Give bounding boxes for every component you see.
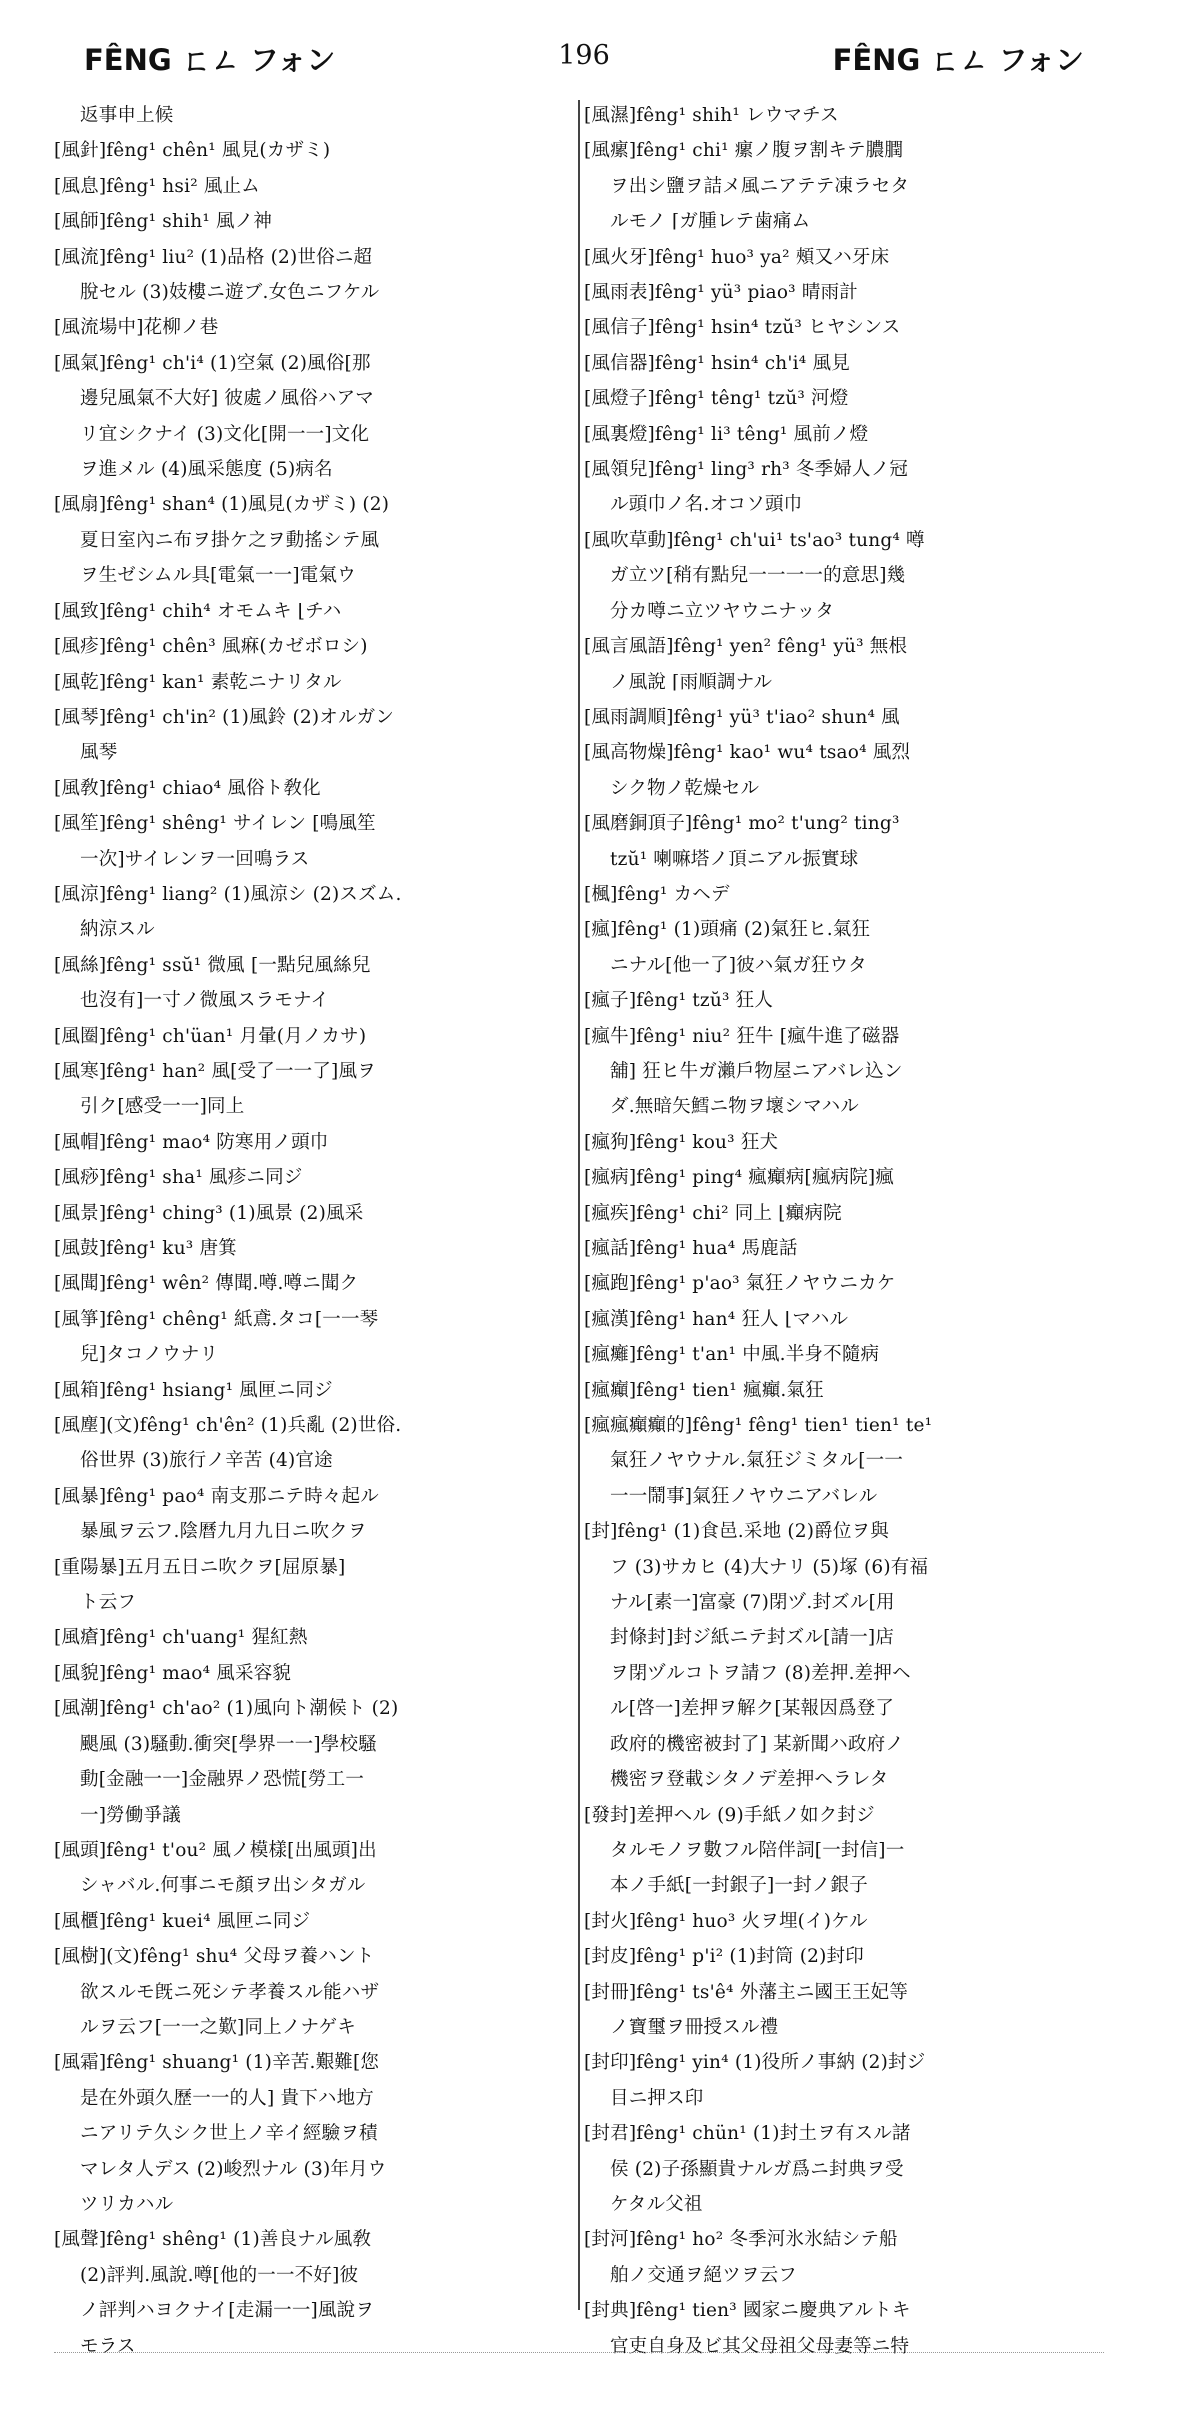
dictionary-entry-line: [風致]fêng¹ chih⁴ オモムキ ⌊チハ [54,600,342,622]
dictionary-entry-line: [風霜]fêng¹ shuang¹ (1)辛苦.艱難[您 [54,2052,380,2074]
dictionary-continuation-line: 本ノ手紙[一封銀子]一封ノ銀子 [610,1875,868,1897]
dictionary-entry-line: [風鼓]fêng¹ ku³ 唐箕 [54,1238,237,1259]
dictionary-continuation-line: ル[啓一]差押ヲ解ク[某報因爲登了 [610,1698,895,1720]
dictionary-continuation-line: ヲ閉ヅルコトヲ請フ (8)差押.差押ヘ [610,1662,911,1684]
dictionary-entry-line: [封皮]fêng¹ p'i² (1)封筒 (2)封印 [584,1946,864,1968]
dictionary-entry-line: [風景]fêng¹ ching³ (1)風景 (2)風采 [54,1202,364,1224]
dictionary-entry-line: [風信器]fêng¹ hsin⁴ ch'i⁴ 風見 [584,352,850,374]
dictionary-entry-line: [瘋話]fêng¹ hua⁴ 馬鹿話 [584,1238,798,1259]
dictionary-continuation-line: ダ.無暗矢鱈ニ物ヲ壞シマハル [610,1096,859,1118]
dictionary-continuation-line: (2)評判.風說.噂[他的一一不好]彼 [80,2264,359,2286]
dictionary-continuation-line: 動[金融一一]金融界ノ恐慌[勞工一 [80,1769,365,1791]
dictionary-continuation-line: 一次]サイレンヲ一回鳴ラス [80,848,310,870]
dictionary-continuation-line: 夏日室內ニ布ヲ掛ケ之ヲ動搖シテ風 [80,529,380,551]
dictionary-continuation-line: ル頭巾ノ名.オコソ頭巾 [610,494,803,516]
dictionary-entry-line: [風高物燥]fêng¹ kao¹ wu⁴ tsao⁴ 風烈 [584,742,911,764]
dictionary-entry-line: [風氣]fêng¹ ch'i⁴ (1)空氣 (2)風俗[那 [54,352,371,374]
dictionary-continuation-line: ナル[素一]富豪 (7)閉ヅ.封ズル[用 [610,1592,895,1614]
dictionary-entry-line: [瘋瘋癲癲的]fêng¹ fêng¹ tien¹ tien¹ te¹ [584,1415,933,1437]
dictionary-continuation-line: ヲ進メル (4)風采態度 (5)病名 [80,459,333,481]
dictionary-continuation-line: ニナル[他一了]彼ハ氣ガ狂ウタ [610,954,867,976]
dictionary-entry-line: [風樹](文)fêng¹ shu⁴ 父母ヲ養ハント [54,1946,375,1968]
dictionary-continuation-line: ルヲ云フ[一一之歎]同上ノナゲキ [80,2016,356,2038]
dictionary-entry-line: [楓]fêng¹ カヘデ [584,883,730,905]
dictionary-entry-line: [瘋疾]fêng¹ chi² 同上 ⌊癲病院 [584,1202,842,1224]
dictionary-continuation-line: ケタル父祖 [610,2193,703,2215]
dictionary-entry-line: [瘋]fêng¹ (1)頭痛 (2)氣狂ヒ.氣狂 [584,919,871,941]
dictionary-entry-line: [風信子]fêng¹ hsin⁴ tzŭ³ ヒヤシンス [584,317,901,339]
dictionary-continuation-line: 目ニ押ス印 [610,2087,704,2109]
dictionary-entry-line: [風潮]fêng¹ ch'ao² (1)風向ト潮候ト (2) [54,1698,399,1720]
dictionary-continuation-line: 機密ヲ登載シタノデ差押ヘラレタ [610,1769,889,1791]
dictionary-entry-line: [風瘰]fêng¹ chi¹ 瘰ノ腹ヲ割キテ膿膶 [584,140,904,162]
dictionary-entry-line: [風流場中]花柳ノ巷 [54,317,219,339]
dictionary-continuation-line: マレタ人デス (2)峻烈ナル (3)年月ウ [80,2158,387,2180]
dictionary-continuation-line: 暴風ヲ云フ.陰曆九月九日ニ吹クヲ [80,1521,367,1543]
dictionary-entry-line: [風言風語]fêng¹ yen² fêng¹ yü³ 無根 [584,636,908,658]
column-divider [578,100,580,2310]
dictionary-entry-line: [瘋子]fêng¹ tzŭ³ 狂人 [584,990,774,1012]
dictionary-continuation-line: ガ立ツ[稍有點兒一一一一的意思]幾 [610,565,906,587]
dictionary-entry-line: [風裏燈]fêng¹ li³ têng¹ 風前ノ燈 [584,423,869,445]
dictionary-entry-line: [封典]fêng¹ tien³ 國家ニ慶典アルトキ [584,2300,911,2322]
dictionary-continuation-line: 一]勞働爭議 [80,1804,181,1826]
dictionary-continuation-line: ノ寶璽ヲ冊授スル禮 [610,2016,779,2038]
dictionary-entry-line: [封河]fêng¹ ho² 冬季河氷氷結シテ船 [584,2229,898,2251]
dictionary-entry-line: [風痧]fêng¹ sha¹ 風疹ニ同ジ [54,1167,303,1189]
dictionary-entry-line: [風箏]fêng¹ chêng¹ 紙鳶.タコ[一一琴 [54,1308,379,1330]
dictionary-entry-line: [風流]fêng¹ liu² (1)品格 (2)世俗ニ超 [54,246,373,268]
dictionary-continuation-line: ツリカハル [80,2193,174,2215]
dictionary-continuation-line: ト云フ [80,1592,137,1614]
dictionary-entry-line: [風敎]fêng¹ chiao⁴ 風俗ト敎化 [54,777,321,799]
running-head-left: FÊNG ㄈㄥ フォン [84,43,336,77]
dictionary-entry-line: [風火牙]fêng¹ huo³ ya² 頰又ハ牙床 [584,246,890,268]
dictionary-entry-line: [風絲]fêng¹ ssŭ¹ 微風 [一點兒風絲兒 [54,954,371,976]
dictionary-continuation-line: 官吏自身及ビ其父母祖父母妻等ニ特 [610,2335,910,2357]
dictionary-entry-line: [風笙]fêng¹ shêng¹ サイレン [鳴風笙 [54,813,376,835]
dictionary-continuation-line: 舶ノ交通ヲ絕ツヲ云フ [610,2264,798,2286]
dictionary-continuation-line: 欲スルモ旣ニ死シテ孝養スル能ハザ [80,1981,380,2003]
dictionary-entry-line: [風琴]fêng¹ ch'in² (1)風鈴 (2)オルガン [54,706,395,728]
dictionary-continuation-line: 颶風 (3)騷動.衝突[學界一一]學校騷 [80,1733,377,1755]
dictionary-entry-line: [風暴]fêng¹ pao⁴ 南支那ニテ時々起ル [54,1485,379,1507]
dictionary-entry-line: [風磨銅頂子]fêng¹ mo² t'ung² ting³ [584,813,900,835]
dictionary-entry-line: [發封]差押ヘル (9)手紙ノ如ク封ジ [584,1804,875,1826]
dictionary-entry-line: [風領兒]fêng¹ ling³ rh³ 冬季婦人ノ冠 [584,459,909,481]
dictionary-entry-line: [瘋牛]fêng¹ niu² 狂牛 [瘋牛進了磁器 [584,1025,900,1047]
running-head-right: FÊNG ㄈㄥ フォン [832,43,1084,77]
dictionary-entry-line: [瘋癱]fêng¹ t'an¹ 中風.半身不隨病 [584,1344,880,1366]
dictionary-continuation-line: 封條封]封ジ紙ニテ封ズル[請一]店 [610,1627,895,1649]
dictionary-continuation-line: タルモノヲ數フル陪伴詞[一封信]一 [610,1839,905,1861]
dictionary-entry-line: [風濕]fêng¹ shih¹ レウマチス [584,105,839,126]
dictionary-entry-line: [封]fêng¹ (1)食邑.采地 (2)爵位ヲ與 [584,1521,889,1543]
dictionary-continuation-line: 脫セル (3)妓樓ニ遊ブ.女色ニフケル [80,282,380,304]
dictionary-continuation-line: 分カ噂ニ立ツヤウニナッタ [610,600,835,622]
dictionary-entry-line: [風貌]fêng¹ mao⁴ 風采容貌 [54,1662,292,1684]
dictionary-continuation-line: 是在外頭久歷一一的人] 貴下ハ地方 [80,2087,374,2109]
left-column [54,98,574,2357]
dictionary-entry-line: [風扇]fêng¹ shan⁴ (1)風見(カザミ) (2) [54,494,390,516]
dictionary-entry-line: [風針]fêng¹ chên¹ 風見(カザミ) [54,140,331,162]
dictionary-continuation-line: 政府的機密被封了] 某新聞ハ政府ノ [610,1733,904,1755]
dictionary-entry-line: [風櫃]fêng¹ kuei⁴ 風匣ニ同ジ [54,1910,311,1932]
dictionary-entry-line: [瘋狗]fêng¹ kou³ 狂犬 [584,1131,779,1153]
dictionary-continuation-line: フ (3)サカヒ (4)大ナリ (5)塚 (6)有福 [610,1556,929,1578]
dictionary-entry-line: [風息]fêng¹ hsi² 風止ム [54,175,261,197]
dictionary-entry-line: [風寒]fêng¹ han² 風[受了一一了]風ヲ [54,1060,376,1082]
dictionary-entry-line: [風涼]fêng¹ liang² (1)風涼シ (2)スズム. [54,883,402,905]
dictionary-entry-line: [重陽暴]五月五日ニ吹クヲ[屈原暴] [54,1556,346,1578]
dictionary-continuation-line: シク物ノ乾燥セル [610,777,760,799]
dictionary-entry-line: [瘋跑]fêng¹ p'ao³ 氣狂ノヤウニカケ [584,1273,896,1295]
dictionary-entry-line: [風雨調順]fêng¹ yü³ t'iao² shun⁴ 風 [584,706,900,728]
right-column [584,98,1104,2357]
dictionary-continuation-line: ニアリテ久シク世上ノ辛イ經驗ヲ積 [80,2123,378,2145]
dictionary-continuation-line: ノ評判ハヨクナイ[走漏一一]風說ヲ [80,2300,375,2322]
dictionary-entry-line: [風瘡]fêng¹ ch'uang¹ 猩紅熱 [54,1627,308,1649]
page-number: 196 [558,40,610,71]
dictionary-continuation-line: 邊兒風氣不大好] 彼處ノ風俗ハアマ [80,388,374,410]
dictionary-entry-line: [風塵](文)fêng¹ ch'ên² (1)兵亂 (2)世俗. [54,1415,402,1437]
dictionary-continuation-line: ヲ生ゼシムル具[電氣一一]電氣ウ [80,565,356,587]
dictionary-continuation-line: ルモノ ⌈ガ腫レテ歯痛ム [610,211,811,233]
dictionary-continuation-line: 氣狂ノヤウナル.氣狂ジミタル[一一 [610,1450,904,1472]
dictionary-entry-line: [瘋病]fêng¹ ping⁴ 瘋癲病[瘋病院]瘋 [584,1167,895,1189]
dictionary-entry-line: [瘋癲]fêng¹ tien¹ 瘋癲.氣狂 [584,1379,824,1401]
dictionary-entry-line: [風圈]fêng¹ ch'üan¹ 月暈(月ノカサ) [54,1025,367,1047]
dictionary-continuation-line: ノ風說 ⌈雨順調ナル [610,671,773,693]
dictionary-continuation-line: 返事申上候 [80,105,174,126]
dictionary-entry-line: [風帽]fêng¹ mao⁴ 防寒用ノ頭巾 [54,1131,329,1153]
dictionary-entry-line: [風聲]fêng¹ shêng¹ (1)善良ナル風敎 [54,2229,372,2251]
dictionary-continuation-line: 風琴 [80,742,118,764]
dictionary-entry-line: [瘋漢]fêng¹ han⁴ 狂人 ⌊マハル [584,1308,849,1330]
dictionary-continuation-line: 侯 (2)子孫顯貴ナルガ爲ニ封典ヲ受 [610,2158,904,2180]
dictionary-entry-line: [風疹]fêng¹ chên³ 風痳(カゼボロシ) [54,636,368,658]
dictionary-continuation-line: モラス [80,2335,136,2357]
dictionary-entry-line: [封印]fêng¹ yin⁴ (1)役所ノ事納 (2)封ジ [584,2052,926,2074]
dictionary-entry-line: [風雨表]fêng¹ yü³ piao³ 晴雨計 [584,282,858,304]
dictionary-continuation-line: シャバル.何事ニモ顏ヲ出シタガル [80,1875,366,1897]
dictionary-continuation-line: 納涼スル [80,919,155,941]
bottom-rule [54,2352,1104,2354]
dictionary-continuation-line: 一一鬧事]氣狂ノヤウニアバレル [610,1485,878,1507]
dictionary-entry-line: [封君]fêng¹ chün¹ (1)封土ヲ有スル諸 [584,2123,911,2145]
dictionary-entry-line: [風燈子]fêng¹ têng¹ tzŭ³ 河燈 [584,388,849,410]
dictionary-entry-line: [風乾]fêng¹ kan¹ 素乾ニナリタル [54,671,342,693]
dictionary-continuation-line: 引ク[感受一一]同上 [80,1096,245,1118]
dictionary-entry-line: [風箱]fêng¹ hsiang¹ 風匣ニ同ジ [54,1379,333,1401]
dictionary-entry-line: [封火]fêng¹ huo³ 火ヲ埋(イ)ケル [584,1910,868,1932]
page-header [84,38,1084,82]
dictionary-entry-line: [風頭]fêng¹ t'ou² 風ノ模樣[出風頭]出 [54,1839,377,1861]
dictionary-entry-line: [風師]fêng¹ shih¹ 風ノ神 [54,211,273,233]
dictionary-continuation-line: ヲ出シ鹽ヲ詰メ風ニアテテ凍ラセタ [610,175,910,197]
dictionary-continuation-line: 舖] 狂ヒ牛ガ瀨戶物屋ニアバレ込ン [610,1060,903,1082]
dictionary-continuation-line: リ宜シクナイ (3)文化[開一一]文化 [80,423,370,445]
dictionary-entry-line: [封冊]fêng¹ ts'ê⁴ 外藩主ニ國王王妃等 [584,1981,909,2003]
dictionary-entry-line: [風吹草動]fêng¹ ch'ui¹ ts'ao³ tung⁴ 噂 [584,529,925,551]
dictionary-continuation-line: 俗世界 (3)旅行ノ辛苦 (4)官途 [80,1450,333,1472]
dictionary-continuation-line: tzŭ¹ 喇嘛塔ノ頂ニアル振實球 [610,848,859,870]
dictionary-entry-line: [風聞]fêng¹ wên² 傳聞.噂.噂ニ聞ク [54,1273,359,1295]
dictionary-continuation-line: 兒]タコノウナリ [80,1344,219,1366]
dictionary-continuation-line: 也沒有]一寸ノ微風スラモナイ [80,990,330,1012]
